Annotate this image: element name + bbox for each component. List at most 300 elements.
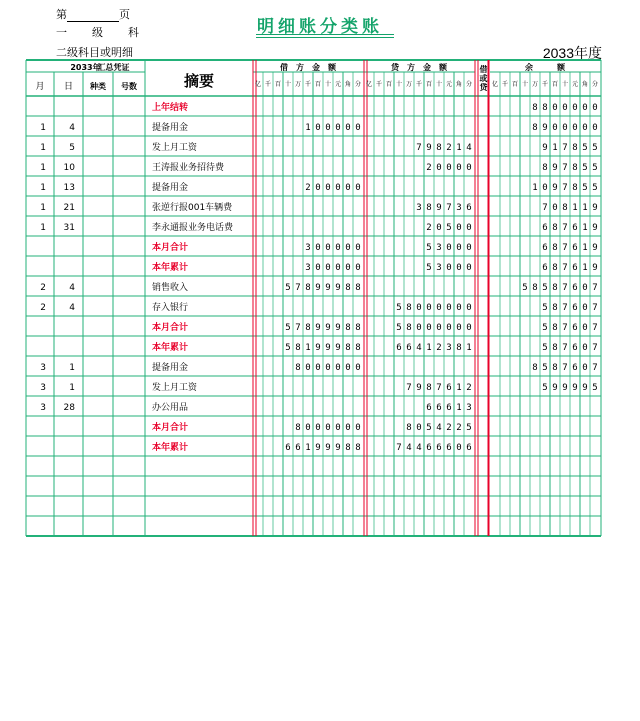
row-month: 2 <box>40 283 46 293</box>
row-balance-digit: 9 <box>552 163 558 173</box>
row-debit-digit: 0 <box>335 123 341 133</box>
debit-unit-5: 千 <box>304 81 312 88</box>
row-balance-digit: 5 <box>542 283 548 293</box>
row-balance-digit: 7 <box>592 283 598 293</box>
row-summary: 存入银行 <box>152 303 189 313</box>
row-debit-digit: 0 <box>325 243 331 253</box>
row-credit-digit: 6 <box>436 403 442 413</box>
credit-unit-7: 十 <box>435 81 443 88</box>
row-balance-digit: 7 <box>562 323 568 333</box>
row-credit-digit: 0 <box>426 323 432 333</box>
row-balance-digit: 0 <box>582 343 588 353</box>
row-balance-digit: 0 <box>582 283 588 293</box>
row-month: 1 <box>40 143 46 153</box>
row-balance-digit: 8 <box>552 343 558 353</box>
row-credit-digit: 5 <box>426 263 432 273</box>
header-summary: 摘要 <box>183 72 215 90</box>
row-balance-digit: 6 <box>572 263 578 273</box>
row-debit-digit: 9 <box>335 343 341 353</box>
row-balance-digit: 8 <box>552 223 558 233</box>
row-balance-digit: 0 <box>582 363 588 373</box>
row-debit-digit: 8 <box>345 443 351 453</box>
row-balance-digit: 5 <box>542 383 548 393</box>
level2-subject-label: 二级科目或明细 <box>56 46 133 59</box>
row-debit-digit: 5 <box>285 343 291 353</box>
row-balance-digit: 9 <box>542 123 548 133</box>
row-balance-digit: 9 <box>552 383 558 393</box>
row-credit-digit: 8 <box>406 303 412 313</box>
row-balance-digit: 0 <box>582 323 588 333</box>
row-balance-digit: 5 <box>592 143 598 153</box>
row-balance-digit: 5 <box>582 183 588 193</box>
row-debit-digit: 0 <box>355 423 361 433</box>
row-credit-digit: 0 <box>456 243 462 253</box>
row-debit-digit: 8 <box>355 343 361 353</box>
debit-unit-4: 万 <box>294 81 302 88</box>
row-balance-digit: 0 <box>562 103 568 113</box>
row-credit-digit: 3 <box>456 203 462 213</box>
row-credit-digit: 0 <box>456 323 462 333</box>
row-credit-digit: 4 <box>416 343 422 353</box>
header-debit-or-credit-char: 或 <box>479 74 488 83</box>
header-debit-or-credit-char: 借 <box>479 65 488 74</box>
debit-unit-10: 分 <box>354 81 362 88</box>
row-summary: 本年累计 <box>152 343 189 353</box>
row-debit-digit: 8 <box>345 343 351 353</box>
row-credit-digit: 7 <box>406 383 412 393</box>
row-balance-digit: 9 <box>552 183 558 193</box>
row-balance-digit: 5 <box>542 303 548 313</box>
row-debit-digit: 8 <box>305 323 311 333</box>
row-debit-digit: 0 <box>355 183 361 193</box>
row-credit-digit: 6 <box>466 443 472 453</box>
row-credit-digit: 1 <box>466 343 472 353</box>
row-balance-digit: 5 <box>592 383 598 393</box>
row-balance-digit: 5 <box>542 363 548 373</box>
row-balance-digit: 8 <box>552 283 558 293</box>
page-prefix: 第 <box>56 8 67 21</box>
row-credit-digit: 0 <box>446 303 452 313</box>
row-debit-digit: 0 <box>315 263 321 273</box>
row-balance-digit: 0 <box>582 103 588 113</box>
credit-unit-8: 元 <box>445 81 453 88</box>
row-balance-digit: 8 <box>532 363 538 373</box>
row-debit-digit: 9 <box>335 283 341 293</box>
row-balance-digit: 5 <box>542 323 548 333</box>
row-debit-digit: 9 <box>315 283 321 293</box>
row-balance-digit: 9 <box>542 143 548 153</box>
debit-unit-9: 角 <box>344 81 352 88</box>
row-debit-digit: 0 <box>335 243 341 253</box>
row-balance-digit: 8 <box>532 123 538 133</box>
row-month: 3 <box>40 403 46 413</box>
row-day: 21 <box>63 203 75 213</box>
row-balance-digit: 7 <box>562 183 568 193</box>
row-credit-digit: 8 <box>436 143 442 153</box>
row-balance-digit: 8 <box>552 363 558 373</box>
row-balance-digit: 1 <box>552 143 558 153</box>
row-balance-digit: 1 <box>582 203 588 213</box>
row-balance-digit: 9 <box>592 243 598 253</box>
row-credit-digit: 0 <box>466 163 472 173</box>
row-balance-digit: 8 <box>562 203 568 213</box>
row-credit-digit: 1 <box>426 343 432 353</box>
credit-unit-6: 百 <box>425 81 433 88</box>
row-credit-digit: 8 <box>456 343 462 353</box>
credit-unit-2: 百 <box>385 81 393 88</box>
row-debit-digit: 0 <box>345 423 351 433</box>
row-balance-digit: 9 <box>562 383 568 393</box>
row-month: 3 <box>40 363 46 373</box>
row-debit-digit: 0 <box>315 243 321 253</box>
row-day: 4 <box>69 123 75 133</box>
row-debit-digit: 3 <box>305 263 311 273</box>
row-balance-digit: 8 <box>532 283 538 293</box>
balance-unit-2: 百 <box>511 81 519 88</box>
row-credit-digit: 0 <box>466 263 472 273</box>
row-credit-digit: 0 <box>466 303 472 313</box>
row-summary: 王涛报业务招待费 <box>152 163 225 173</box>
row-day: 31 <box>63 223 75 233</box>
balance-unit-3: 十 <box>521 81 529 88</box>
header-voucher-group: 汇总凭证 <box>97 63 130 72</box>
row-balance-digit: 5 <box>542 343 548 353</box>
balance-unit-5: 千 <box>541 81 549 88</box>
row-balance-digit: 9 <box>592 223 598 233</box>
row-credit-digit: 1 <box>456 403 462 413</box>
row-debit-digit: 0 <box>305 363 311 373</box>
credit-unit-4: 万 <box>405 81 413 88</box>
row-credit-digit: 0 <box>456 443 462 453</box>
balance-unit-9: 角 <box>581 81 589 88</box>
row-debit-digit: 8 <box>295 423 301 433</box>
row-balance-digit: 6 <box>542 243 548 253</box>
row-balance-digit: 8 <box>542 163 548 173</box>
row-summary: 办公用品 <box>152 403 189 413</box>
row-debit-digit: 8 <box>295 343 301 353</box>
row-debit-digit: 8 <box>355 323 361 333</box>
row-credit-digit: 5 <box>426 243 432 253</box>
row-debit-digit: 9 <box>325 343 331 353</box>
row-balance-digit: 6 <box>572 363 578 373</box>
row-summary: 张逆行报001车辆费 <box>152 203 233 213</box>
row-credit-digit: 6 <box>446 383 452 393</box>
row-debit-digit: 9 <box>325 283 331 293</box>
row-balance-digit: 8 <box>572 143 578 153</box>
row-debit-digit: 9 <box>325 443 331 453</box>
row-balance-digit: 7 <box>562 363 568 373</box>
row-debit-digit: 6 <box>285 443 291 453</box>
row-balance-digit: 1 <box>582 223 588 233</box>
row-balance-digit: 6 <box>572 303 578 313</box>
fiscal-year: 2033年度 <box>542 45 602 61</box>
row-credit-digit: 0 <box>436 303 442 313</box>
row-credit-digit: 5 <box>396 323 402 333</box>
row-balance-digit: 7 <box>562 163 568 173</box>
row-credit-digit: 3 <box>436 263 442 273</box>
row-debit-digit: 0 <box>325 183 331 193</box>
row-credit-digit: 9 <box>416 383 422 393</box>
row-balance-digit: 0 <box>552 123 558 133</box>
row-credit-digit: 2 <box>426 163 432 173</box>
row-credit-digit: 6 <box>426 403 432 413</box>
row-balance-digit: 9 <box>592 203 598 213</box>
row-balance-digit: 6 <box>572 243 578 253</box>
row-balance-digit: 0 <box>572 123 578 133</box>
row-credit-digit: 2 <box>446 143 452 153</box>
row-credit-digit: 0 <box>416 323 422 333</box>
row-credit-digit: 2 <box>456 423 462 433</box>
row-balance-digit: 7 <box>562 343 568 353</box>
row-debit-digit: 8 <box>345 323 351 333</box>
row-credit-digit: 0 <box>416 303 422 313</box>
row-credit-digit: 6 <box>426 443 432 453</box>
credit-unit-10: 分 <box>465 81 473 88</box>
row-balance-digit: 7 <box>592 323 598 333</box>
debit-unit-6: 百 <box>314 81 322 88</box>
row-balance-digit: 0 <box>592 123 598 133</box>
debit-unit-2: 百 <box>274 81 282 88</box>
row-month: 1 <box>40 203 46 213</box>
row-summary: 本月合计 <box>152 323 189 333</box>
header-kind: 种类 <box>90 82 106 91</box>
row-summary: 本年累计 <box>152 443 189 453</box>
row-credit-digit: 0 <box>436 323 442 333</box>
row-debit-digit: 0 <box>315 423 321 433</box>
row-debit-digit: 0 <box>345 183 351 193</box>
row-credit-digit: 1 <box>456 143 462 153</box>
row-balance-digit: 9 <box>572 383 578 393</box>
row-day: 5 <box>69 143 75 153</box>
row-debit-digit: 9 <box>315 343 321 353</box>
row-credit-digit: 6 <box>446 443 452 453</box>
row-month: 1 <box>40 163 46 173</box>
row-month: 3 <box>40 383 46 393</box>
row-credit-digit: 5 <box>446 223 452 233</box>
row-summary: 李永通报业务电话费 <box>152 223 234 233</box>
row-day: 1 <box>69 363 75 373</box>
row-debit-digit: 0 <box>345 363 351 373</box>
row-credit-digit: 7 <box>446 203 452 213</box>
row-balance-digit: 7 <box>592 343 598 353</box>
row-balance-digit: 9 <box>592 263 598 273</box>
row-balance-digit: 7 <box>562 223 568 233</box>
row-summary: 发上月工资 <box>152 383 198 393</box>
row-summary: 本月合计 <box>152 423 189 433</box>
row-credit-digit: 3 <box>416 203 422 213</box>
row-balance-digit: 8 <box>572 183 578 193</box>
row-debit-digit: 9 <box>315 443 321 453</box>
row-credit-digit: 0 <box>456 163 462 173</box>
row-balance-digit: 5 <box>582 143 588 153</box>
row-credit-digit: 3 <box>466 403 472 413</box>
row-debit-digit: 8 <box>295 363 301 373</box>
row-debit-digit: 0 <box>335 423 341 433</box>
row-summary: 销售收入 <box>152 283 189 293</box>
row-credit-digit: 6 <box>436 443 442 453</box>
row-balance-digit: 1 <box>582 243 588 253</box>
row-debit-digit: 0 <box>345 123 351 133</box>
row-debit-digit: 2 <box>305 183 311 193</box>
row-balance-digit: 8 <box>542 103 548 113</box>
header-debit: 借 方 金 额 <box>280 63 336 72</box>
debit-unit-3: 十 <box>284 81 292 88</box>
row-balance-digit: 0 <box>552 203 558 213</box>
row-summary: 本月合计 <box>152 243 189 253</box>
row-balance-digit: 7 <box>562 243 568 253</box>
row-credit-digit: 6 <box>446 403 452 413</box>
row-credit-digit: 2 <box>436 343 442 353</box>
row-debit-digit: 0 <box>355 123 361 133</box>
row-balance-digit: 8 <box>552 263 558 273</box>
credit-unit-1: 千 <box>375 81 383 88</box>
level1-subject-label: 一 级 科 <box>56 26 140 39</box>
row-debit-digit: 6 <box>295 443 301 453</box>
row-debit-digit: 5 <box>285 283 291 293</box>
row-summary: 提备用金 <box>152 363 189 373</box>
row-summary: 本年累计 <box>152 263 189 273</box>
row-credit-digit: 0 <box>446 243 452 253</box>
row-credit-digit: 2 <box>446 423 452 433</box>
row-balance-digit: 7 <box>592 303 598 313</box>
balance-unit-8: 元 <box>571 81 579 88</box>
row-debit-digit: 9 <box>335 443 341 453</box>
balance-unit-10: 分 <box>591 81 599 88</box>
row-credit-digit: 7 <box>396 443 402 453</box>
row-credit-digit: 0 <box>456 303 462 313</box>
row-balance-digit: 6 <box>542 263 548 273</box>
row-balance-digit: 5 <box>592 183 598 193</box>
row-debit-digit: 8 <box>305 283 311 293</box>
row-debit-digit: 0 <box>335 263 341 273</box>
row-debit-digit: 0 <box>315 123 321 133</box>
row-credit-digit: 5 <box>466 423 472 433</box>
row-day: 4 <box>69 303 75 313</box>
row-debit-digit: 0 <box>315 183 321 193</box>
row-credit-digit: 0 <box>466 223 472 233</box>
row-summary: 提备用金 <box>152 123 189 133</box>
row-balance-digit: 7 <box>562 263 568 273</box>
credit-unit-9: 角 <box>455 81 463 88</box>
row-debit-digit: 0 <box>355 363 361 373</box>
header-voucher-year: 2033年 <box>70 63 101 72</box>
row-credit-digit: 0 <box>466 243 472 253</box>
row-balance-digit: 0 <box>552 103 558 113</box>
row-balance-digit: 0 <box>542 183 548 193</box>
row-balance-digit: 7 <box>562 143 568 153</box>
row-balance-digit: 7 <box>542 203 548 213</box>
row-credit-digit: 3 <box>446 343 452 353</box>
row-balance-digit: 0 <box>592 103 598 113</box>
header-balance: 余 额 <box>525 63 565 72</box>
balance-unit-1: 千 <box>501 81 509 88</box>
row-debit-digit: 0 <box>315 363 321 373</box>
row-credit-digit: 7 <box>436 383 442 393</box>
row-balance-digit: 5 <box>522 283 528 293</box>
row-day: 28 <box>63 403 75 413</box>
header-month: 月 <box>35 82 45 92</box>
row-credit-digit: 5 <box>426 423 432 433</box>
row-credit-digit: 7 <box>416 143 422 153</box>
page-title: 明细账分类账 <box>257 17 383 37</box>
balance-unit-4: 万 <box>531 81 539 88</box>
row-month: 2 <box>40 303 46 313</box>
row-balance-digit: 0 <box>582 123 588 133</box>
row-credit-digit: 0 <box>446 163 452 173</box>
row-credit-digit: 9 <box>426 143 432 153</box>
row-credit-digit: 8 <box>406 423 412 433</box>
row-debit-digit: 0 <box>335 183 341 193</box>
row-summary: 发上月工资 <box>152 143 198 153</box>
row-balance-digit: 1 <box>532 183 538 193</box>
credit-unit-5: 千 <box>415 81 423 88</box>
row-credit-digit: 0 <box>456 223 462 233</box>
row-balance-digit: 7 <box>562 303 568 313</box>
row-debit-digit: 0 <box>305 423 311 433</box>
balance-unit-0: 亿 <box>491 81 499 88</box>
row-credit-digit: 0 <box>466 323 472 333</box>
row-credit-digit: 3 <box>436 243 442 253</box>
row-month: 1 <box>40 223 46 233</box>
row-balance-digit: 8 <box>552 323 558 333</box>
row-debit-digit: 0 <box>335 363 341 373</box>
debit-unit-0: 亿 <box>254 81 262 88</box>
row-day: 13 <box>63 183 75 193</box>
debit-unit-7: 十 <box>324 81 332 88</box>
row-credit-digit: 8 <box>406 323 412 333</box>
row-credit-digit: 6 <box>466 203 472 213</box>
row-debit-digit: 0 <box>325 363 331 373</box>
row-debit-digit: 9 <box>335 323 341 333</box>
debit-unit-8: 元 <box>334 81 342 88</box>
row-credit-digit: 2 <box>466 383 472 393</box>
row-credit-digit: 0 <box>416 423 422 433</box>
row-month: 1 <box>40 123 46 133</box>
row-day: 1 <box>69 383 75 393</box>
row-credit-digit: 4 <box>416 443 422 453</box>
row-credit-digit: 2 <box>426 223 432 233</box>
row-balance-digit: 6 <box>572 343 578 353</box>
row-credit-digit: 0 <box>436 163 442 173</box>
row-credit-digit: 8 <box>426 203 432 213</box>
row-credit-digit: 4 <box>406 443 412 453</box>
row-summary: 上年结转 <box>152 103 189 113</box>
row-balance-digit: 8 <box>532 103 538 113</box>
row-summary: 提备用金 <box>152 183 189 193</box>
row-debit-digit: 1 <box>305 443 311 453</box>
row-debit-digit: 9 <box>325 323 331 333</box>
row-balance-digit: 8 <box>552 303 558 313</box>
credit-unit-3: 十 <box>395 81 403 88</box>
row-balance-digit: 7 <box>562 283 568 293</box>
header-number: 号数 <box>121 82 137 91</box>
row-month: 1 <box>40 183 46 193</box>
row-credit-digit: 4 <box>466 143 472 153</box>
row-credit-digit: 6 <box>396 343 402 353</box>
row-balance-digit: 6 <box>572 323 578 333</box>
row-balance-digit: 0 <box>562 123 568 133</box>
row-balance-digit: 0 <box>582 303 588 313</box>
row-debit-digit: 1 <box>305 343 311 353</box>
row-debit-digit: 0 <box>325 263 331 273</box>
row-balance-digit: 6 <box>542 223 548 233</box>
row-debit-digit: 0 <box>345 243 351 253</box>
row-credit-digit: 5 <box>396 303 402 313</box>
row-credit-digit: 0 <box>456 263 462 273</box>
row-debit-digit: 8 <box>355 443 361 453</box>
balance-unit-6: 百 <box>551 81 559 88</box>
row-debit-digit: 0 <box>355 243 361 253</box>
